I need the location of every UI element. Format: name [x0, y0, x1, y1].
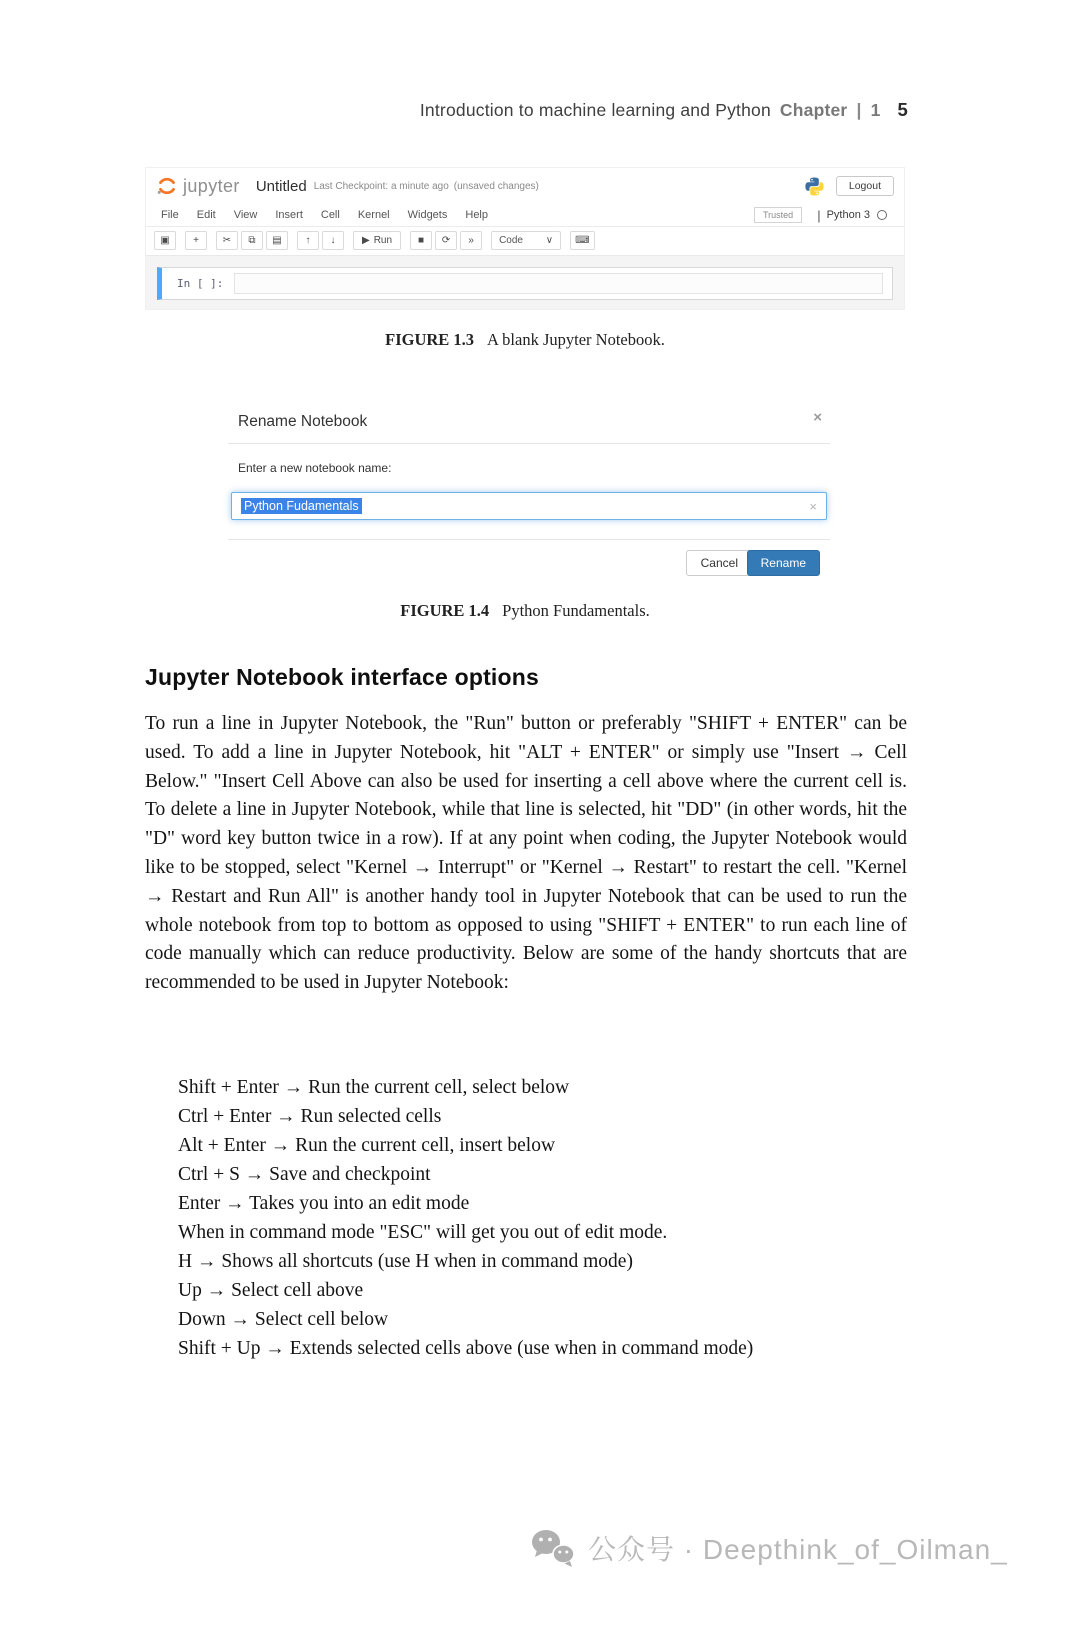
interrupt-kernel-button[interactable]	[410, 231, 432, 250]
page-number: 5	[897, 99, 908, 120]
menu-insert[interactable]: Insert	[275, 209, 303, 221]
figure-1-4-label: FIGURE 1.4	[400, 601, 490, 620]
figure-1-4-text: Python Fundamentals.	[502, 601, 650, 620]
restart-kernel-button[interactable]	[435, 231, 457, 250]
save-button[interactable]	[154, 231, 176, 250]
menu-cell[interactable]: Cell	[320, 209, 340, 221]
shortcut-item: Up → Select cell above	[178, 1280, 364, 1301]
notebook-cell-area	[146, 255, 904, 309]
section-heading: Jupyter Notebook interface options	[145, 664, 540, 690]
shortcut-item: Ctrl + S → Save and checkpoint	[178, 1164, 431, 1185]
shortcut-item: Alt + Enter → Run the current cell, insert below	[178, 1135, 556, 1156]
menu-help[interactable]: Help	[465, 209, 488, 221]
shortcut-item: H → Shows all shortcuts (use H when in command mode)	[178, 1251, 633, 1272]
cell-prompt: In [ ]:	[177, 277, 224, 290]
body-paragraph: To run a line in Jupyter Notebook, the "Run" button or preferably "SHIFT + ENTER" can be used. To add a line in Jupyter Notebook, hit "ALT + ENTER" or simply use "Insert → Cell Below." "Insert Cell Above can also be used for inserting a cell above where the current cell is. To delete a line in Jupyter Notebook, while that line is selected, hit "DD" (in other words, hit the "D" word key button twice in a row). If at any point when coding, the Jupyter Notebook would like to be stopped, select "Kernel → Interrupt" or "Kernel → Restart" to restart the cell. "Kernel → Restart and Run All" is another handy tool in Jupyter Notebook that can be used to run the whole notebook from top to bottom as opposed to using "SHIFT + ENTER" to run each line of code manually which can reduce productivity. Below are some of the handy shortcuts that are recommended to be used in Jupyter Notebook:	[145, 713, 907, 994]
menu-edit[interactable]: Edit	[196, 209, 216, 221]
jupyter-notebook-screenshot	[145, 167, 905, 310]
watermark	[531, 1528, 1008, 1568]
shortcut-item: Enter → Takes you into an edit mode	[178, 1193, 470, 1214]
add-cell-icon: +	[193, 234, 199, 246]
run-button[interactable]	[353, 231, 401, 250]
notebook-toolbar	[146, 227, 904, 254]
dialog-divider-top	[228, 443, 830, 444]
cell-type-dropdown[interactable]	[491, 231, 561, 250]
fast-forward-icon: »	[468, 234, 474, 246]
checkpoint-status: Last Checkpoint: a minute ago	[313, 180, 449, 192]
wechat-icon	[531, 1528, 577, 1568]
shortcut-list	[178, 1073, 918, 1363]
watermark-text: 公众号 · Deepthink_of_Oilman_	[588, 1534, 1008, 1565]
figure-1-4-caption	[145, 601, 905, 621]
restart-icon: ⟳	[441, 234, 451, 246]
copy-cell-button[interactable]	[241, 231, 263, 250]
python-logo-icon	[804, 176, 825, 197]
command-palette-button[interactable]	[570, 231, 594, 250]
cell-type-value: Code	[499, 235, 523, 246]
paste-icon: ▤	[272, 234, 282, 246]
rename-button[interactable]: Rename	[747, 550, 820, 576]
chapter-number: 1	[870, 100, 881, 120]
figure-1-3-caption	[145, 330, 905, 350]
notebook-name-input[interactable]	[231, 492, 827, 520]
notebook-name-value: Python Fudamentals	[241, 498, 362, 514]
add-cell-button[interactable]	[185, 231, 207, 250]
unsaved-changes-status: (unsaved changes)	[453, 180, 539, 192]
notebook-header	[146, 168, 904, 204]
stop-icon: ■	[418, 234, 425, 246]
move-cell-up-button[interactable]	[297, 231, 319, 250]
save-icon: ▣	[160, 234, 170, 246]
figure-1-3-text: A blank Jupyter Notebook.	[487, 330, 665, 349]
run-icon: ▶	[362, 234, 370, 246]
kernel-status-icon	[877, 210, 887, 220]
notebook-title[interactable]: Untitled	[255, 177, 307, 195]
rename-dialog-screenshot	[228, 400, 830, 581]
menu-kernel[interactable]: Kernel	[357, 209, 390, 221]
copy-icon: ⧉	[248, 234, 256, 246]
dialog-divider-bottom	[228, 539, 830, 540]
logout-button[interactable]: Logout	[836, 176, 894, 196]
cut-icon: ✂	[222, 234, 232, 246]
shortcut-item: Down → Select cell below	[178, 1309, 389, 1330]
kernel-separator: |	[817, 207, 821, 223]
shortcut-item: Shift + Enter → Run the current cell, select below	[178, 1077, 570, 1098]
chapter-separator: |	[856, 100, 862, 120]
keyboard-icon: ⌨	[575, 234, 590, 246]
menu-widgets[interactable]: Widgets	[407, 209, 448, 221]
code-cell-input[interactable]	[234, 273, 883, 294]
cut-cell-button[interactable]	[216, 231, 238, 250]
dialog-close-icon[interactable]: ×	[813, 409, 822, 426]
jupyter-logo-text: jupyter	[183, 175, 240, 196]
figure-1-3-label: FIGURE 1.3	[385, 330, 475, 349]
shortcut-item: Shift + Up → Extends selected cells above (use when in command mode)	[178, 1338, 754, 1359]
input-clear-icon[interactable]: ×	[809, 498, 817, 514]
menu-file[interactable]: File	[161, 209, 179, 221]
page-header	[420, 99, 908, 121]
notebook-menubar	[146, 204, 904, 227]
chevron-down-icon: ∨	[545, 234, 554, 246]
chapter-label: Chapter	[779, 100, 848, 120]
run-label: Run	[373, 235, 393, 246]
notebook-name-prompt: Enter a new notebook name:	[238, 461, 392, 475]
paste-cell-button[interactable]	[266, 231, 288, 250]
code-cell[interactable]	[157, 267, 893, 300]
arrow-down-icon: ↓	[330, 234, 336, 246]
dialog-title: Rename Notebook	[238, 413, 368, 430]
cancel-button[interactable]: Cancel	[686, 550, 753, 576]
arrow-up-icon: ↑	[305, 234, 311, 246]
menu-view[interactable]: View	[233, 209, 258, 221]
move-cell-down-button[interactable]	[322, 231, 344, 250]
restart-run-all-button[interactable]	[460, 231, 482, 250]
jupyter-logo-icon	[156, 175, 178, 197]
shortcut-item: When in command mode "ESC" will get you out of edit mode.	[178, 1222, 668, 1243]
kernel-name: Python 3	[826, 209, 870, 221]
shortcut-item: Ctrl + Enter → Run selected cells	[178, 1106, 442, 1127]
running-title: Introduction to machine learning and Python	[419, 100, 771, 120]
trusted-badge: Trusted	[754, 207, 802, 223]
